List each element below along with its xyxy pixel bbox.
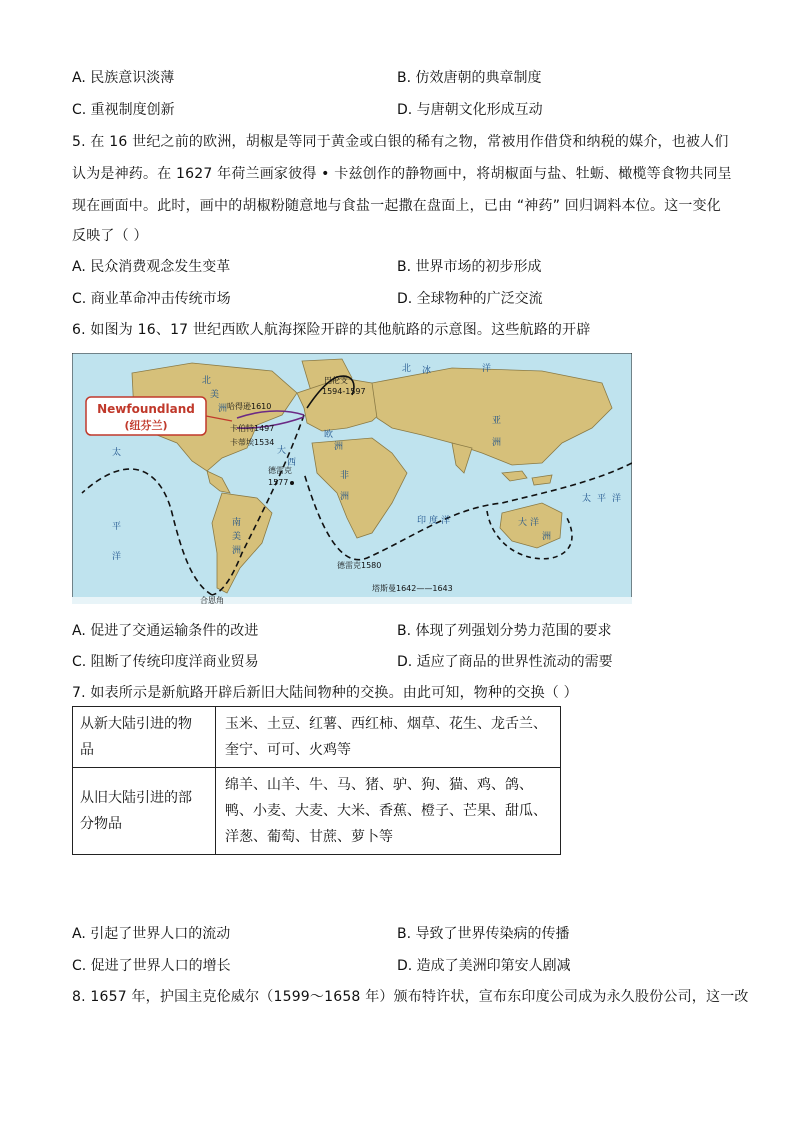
species-exchange-table (72, 706, 561, 855)
region-label: 非 (340, 471, 350, 481)
region-label: 洋 (441, 516, 451, 526)
route-label-barents-years: 1594-1597 (322, 387, 366, 396)
content-line: 洋葱、葡萄、甘蔗、萝卜等 (225, 829, 393, 845)
region-label: 北 (202, 376, 212, 386)
route-label-cartier: 卡蒂埃1534 (230, 438, 275, 447)
region-label: 洲 (334, 442, 344, 452)
region-label: 大 (277, 446, 287, 456)
region-label: 平 (112, 522, 122, 532)
content-line: 绵羊、山羊、牛、马、猪、驴、狗、猫、鸡、鸽、 (225, 777, 533, 793)
header-line: 品 (80, 742, 94, 758)
q4-option-c[interactable]: C. 重视制度创新 (72, 102, 175, 118)
region-label: 平 (597, 494, 607, 504)
q7-stem: 7. 如表所示是新航路开辟后新旧大陆间物种的交换。由此可知，物种的交换（ ） (72, 685, 578, 701)
region-label: 大 (518, 518, 528, 528)
q4-option-d[interactable]: D. 与唐朝文化形成互动 (397, 102, 543, 118)
q5-stem-line-4: 反映了（ ） (72, 228, 148, 244)
route-label-barents: 巴伦支 (324, 376, 348, 385)
region-label: 亚 (492, 416, 502, 426)
region-label: 洲 (218, 404, 228, 414)
region-label: 洲 (542, 532, 552, 542)
map-callout-subtitle: (纽芬兰) (124, 419, 168, 432)
region-label: 度 (429, 516, 439, 526)
region-label: 美 (210, 390, 220, 400)
route-label-hudson: 哈得逊1610 (227, 402, 272, 411)
q6-stem: 6. 如图为 16、17 世纪西欧人航海探险开辟的其他航路的示意图。这些航路的开辟 (72, 322, 591, 338)
q5-stem-line-1: 5. 在 16 世纪之前的欧洲，胡椒是等同于黄金或白银的稀有之物，常被用作借贷和纳税的媒介，也被人们 (72, 134, 729, 150)
q7-option-b[interactable]: B. 导致了世界传染病的传播 (397, 926, 570, 942)
region-label: 洋 (112, 552, 122, 562)
region-label: 洲 (492, 438, 502, 448)
region-label: 洋 (482, 364, 492, 374)
q6-option-c[interactable]: C. 阻断了传统印度洋商业贸易 (72, 654, 259, 670)
q5-option-b[interactable]: B. 世界市场的初步形成 (397, 259, 542, 275)
q5-stem-line-2: 认为是神药。在 1627 年荷兰画家彼得 • 卡兹创作的静物画中，将胡椒面与盐、牡蛎、橄榄等食物共同呈 (72, 166, 732, 182)
region-label: 美 (232, 532, 242, 542)
region-label: 南 (232, 518, 242, 528)
table-row-content (216, 768, 561, 855)
q8-stem: 8. 1657 年，护国主克伦威尔（1599～1658 年）颁布特许状，宣布东印度公司成为永久股份公司，这一改 (72, 989, 749, 1005)
q6-option-a[interactable]: A. 促进了交通运输条件的改进 (72, 623, 259, 639)
region-label: 欧 (324, 430, 334, 440)
region-label: 洋 (612, 494, 622, 504)
q6-option-b[interactable]: B. 体现了列强划分势力范围的要求 (397, 623, 612, 639)
q4-option-a[interactable]: A. 民族意识淡薄 (72, 70, 175, 86)
q5-option-d[interactable]: D. 全球物种的广泛交流 (397, 291, 543, 307)
table-row-header (73, 768, 216, 855)
region-label: 西 (287, 458, 297, 468)
q7-option-a[interactable]: A. 引起了世界人口的流动 (72, 926, 231, 942)
region-label: 北 (402, 364, 412, 374)
q7-option-d[interactable]: D. 造成了美洲印第安人剧减 (397, 958, 571, 974)
header-line: 从旧大陆引进的部 (80, 790, 192, 806)
table-row-content (216, 707, 561, 768)
route-label-drake: 德雷克 (268, 466, 292, 475)
q4-option-b[interactable]: B. 仿效唐朝的典章制度 (397, 70, 542, 86)
q7-option-c[interactable]: C. 促进了世界人口的增长 (72, 958, 231, 974)
region-label: 洲 (232, 546, 242, 556)
q6-option-d[interactable]: D. 适应了商品的世界性流动的需要 (397, 654, 613, 670)
content-line: 奎宁、可可、火鸡等 (225, 742, 351, 758)
navigation-routes-map (72, 353, 632, 604)
q5-option-c[interactable]: C. 商业革命冲击传统市场 (72, 291, 231, 307)
map-callout-title: Newfoundland (97, 402, 195, 416)
region-label: 洋 (530, 518, 540, 528)
content-line: 鸭、小麦、大麦、大米、香蕉、橙子、芒果、甜瓜、 (225, 803, 547, 819)
region-label: 洲 (340, 492, 350, 502)
region-label: 冰 (422, 366, 432, 376)
q5-option-a[interactable]: A. 民众消费观念发生变革 (72, 259, 231, 275)
header-line: 分物品 (80, 816, 122, 832)
header-line: 从新大陆引进的物 (80, 716, 192, 732)
table-row (73, 768, 561, 855)
route-label-drake-year: 1577 (268, 478, 289, 487)
table-row (73, 707, 561, 768)
content-line: 玉米、土豆、红薯、西红柿、烟草、花生、龙舌兰、 (225, 716, 547, 732)
route-label-drake-1580: 德雷克1580 (337, 561, 382, 570)
region-label: 太 (582, 494, 592, 504)
table-row-header (73, 707, 216, 768)
region-label: 太 (112, 448, 122, 458)
route-label-cabot: 卡伯特1497 (230, 424, 275, 433)
region-label: 印 (417, 516, 427, 526)
q5-stem-line-3: 现在画面中。此时，画中的胡椒粉随意地与食盐一起撒在盘面上，已由 “神药” 回归调料本位。这一变化 (72, 198, 722, 214)
route-label-tasman: 塔斯曼1642——1643 (372, 584, 453, 593)
route-label-cape-horn: 合恩角 (200, 596, 224, 604)
